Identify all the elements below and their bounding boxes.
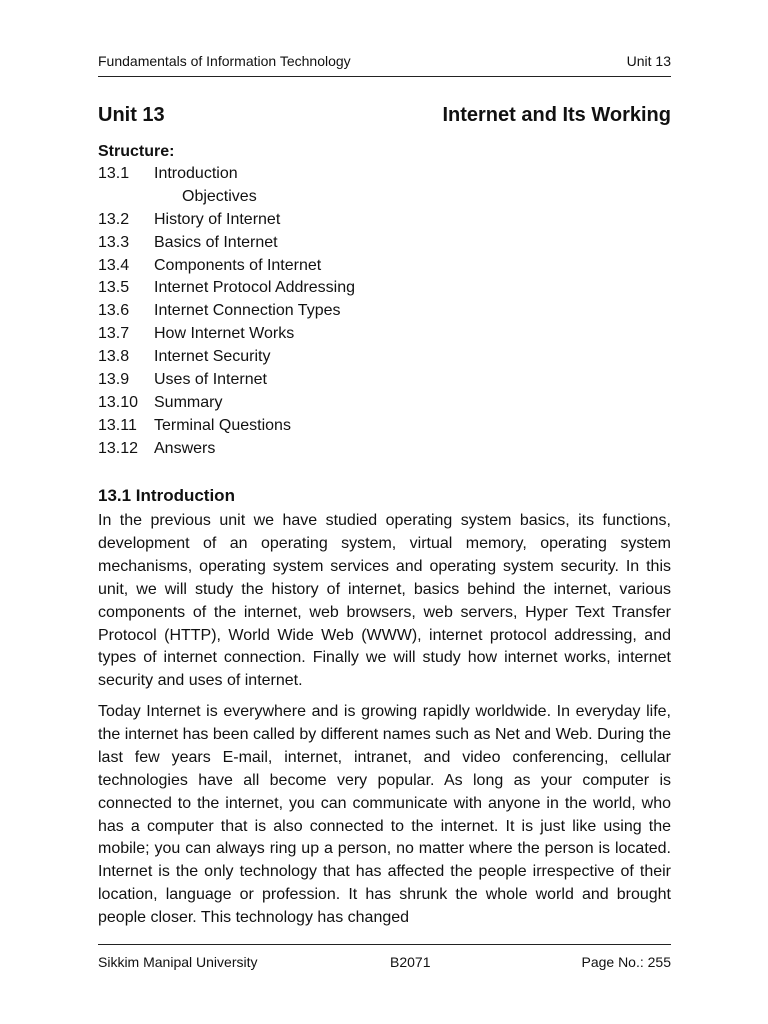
footer-course-code: B2071	[390, 954, 431, 970]
toc-item	[98, 415, 671, 438]
body-paragraph: In the previous unit we have studied operating system basics, its functions, development of an operating system, virtual memory, operating system mechanisms, operating system services and operating system security. In this unit, we will study the history of internet, basics behind the internet, various components of the internet, web browsers, web servers, Hyper Text Transfer Protocol (HTTP), World Wide Web (WWW), internet protocol addressing, and types of internet connection. Finally we will study how internet works, internet security and uses of internet.	[98, 512, 671, 690]
unit-number: Unit 13	[98, 104, 165, 126]
toc-item-number: 13.2	[98, 210, 130, 228]
unit-title: Internet and Its Working	[442, 104, 671, 126]
toc-item-title: How Internet Works	[154, 325, 295, 343]
toc-item-number: 13.1	[98, 165, 130, 182]
toc-item-title: Introduction	[154, 165, 238, 182]
header-divider	[98, 76, 671, 77]
toc-item-number: 13.12	[98, 439, 139, 457]
toc-item-title: Uses of Internet	[154, 371, 267, 389]
structure-heading: Structure:	[98, 143, 175, 160]
body-paragraph: Today Internet is everywhere and is growing rapidly worldwide. In everyday life, the internet has been called by different names such as Net and Web. During the last few years E-mail, internet, intranet, and video conferencing, cellular technologies have all become very popular. As long as your computer is connected to the internet, you can communicate with anyone in the world, who has a computer that is also connected to the internet. It is just like using the mobile; you can always ring up a person, no matter where the person is located. Internet is the only technology that has affected the people irrespective of their location, language or profession. It has shrunk the whole world and brought people closer. This technology has changed	[98, 703, 671, 927]
toc-item-number: 13.3	[98, 233, 130, 251]
toc-item-title: Basics of Internet	[154, 233, 278, 251]
toc-item-title: Internet Connection Types	[154, 302, 341, 320]
unit-title-row	[98, 101, 671, 129]
toc-item-title: Terminal Questions	[154, 416, 291, 434]
toc-item-number: 13.6	[98, 302, 130, 320]
book-title: Fundamentals of Information Technology	[98, 53, 351, 69]
toc-item-title: Internet Protocol Addressing	[154, 279, 356, 297]
toc-item-number: 13.8	[98, 348, 130, 366]
toc-item	[98, 163, 671, 186]
structure-list	[98, 163, 671, 461]
footer-divider	[98, 944, 671, 945]
toc-item	[98, 277, 671, 300]
toc-item	[98, 323, 671, 346]
running-footer	[98, 953, 671, 971]
section-heading: 13.1 Introduction	[98, 486, 235, 505]
toc-item-number: 13.9	[98, 371, 130, 389]
footer-university: Sikkim Manipal University	[98, 954, 258, 970]
toc-item-title: Internet Security	[154, 348, 271, 366]
toc-item-title: Answers	[154, 439, 216, 457]
toc-item	[98, 232, 671, 255]
toc-item	[98, 209, 671, 232]
toc-item-number: 13.4	[98, 256, 130, 274]
toc-item-title: Summary	[154, 393, 223, 411]
toc-item-title: Components of Internet	[154, 256, 322, 274]
toc-item	[98, 369, 671, 392]
toc-item	[98, 255, 671, 278]
toc-item-number: 13.5	[98, 279, 130, 297]
toc-item	[98, 300, 671, 323]
toc-item	[98, 392, 671, 415]
toc-item-number: 13.11	[98, 416, 137, 434]
toc-item-title: Objectives	[182, 187, 257, 205]
toc-item	[98, 438, 671, 461]
document-page	[98, 0, 671, 1024]
toc-subitem	[98, 186, 671, 209]
footer-page-number: Page No.: 255	[581, 954, 671, 970]
toc-item-number: 13.7	[98, 325, 130, 343]
toc-item-number: 13.10	[98, 393, 139, 411]
header-unit-label: Unit 13	[626, 53, 671, 69]
toc-item-title: History of Internet	[154, 210, 281, 228]
running-header	[98, 52, 671, 70]
toc-item	[98, 346, 671, 369]
